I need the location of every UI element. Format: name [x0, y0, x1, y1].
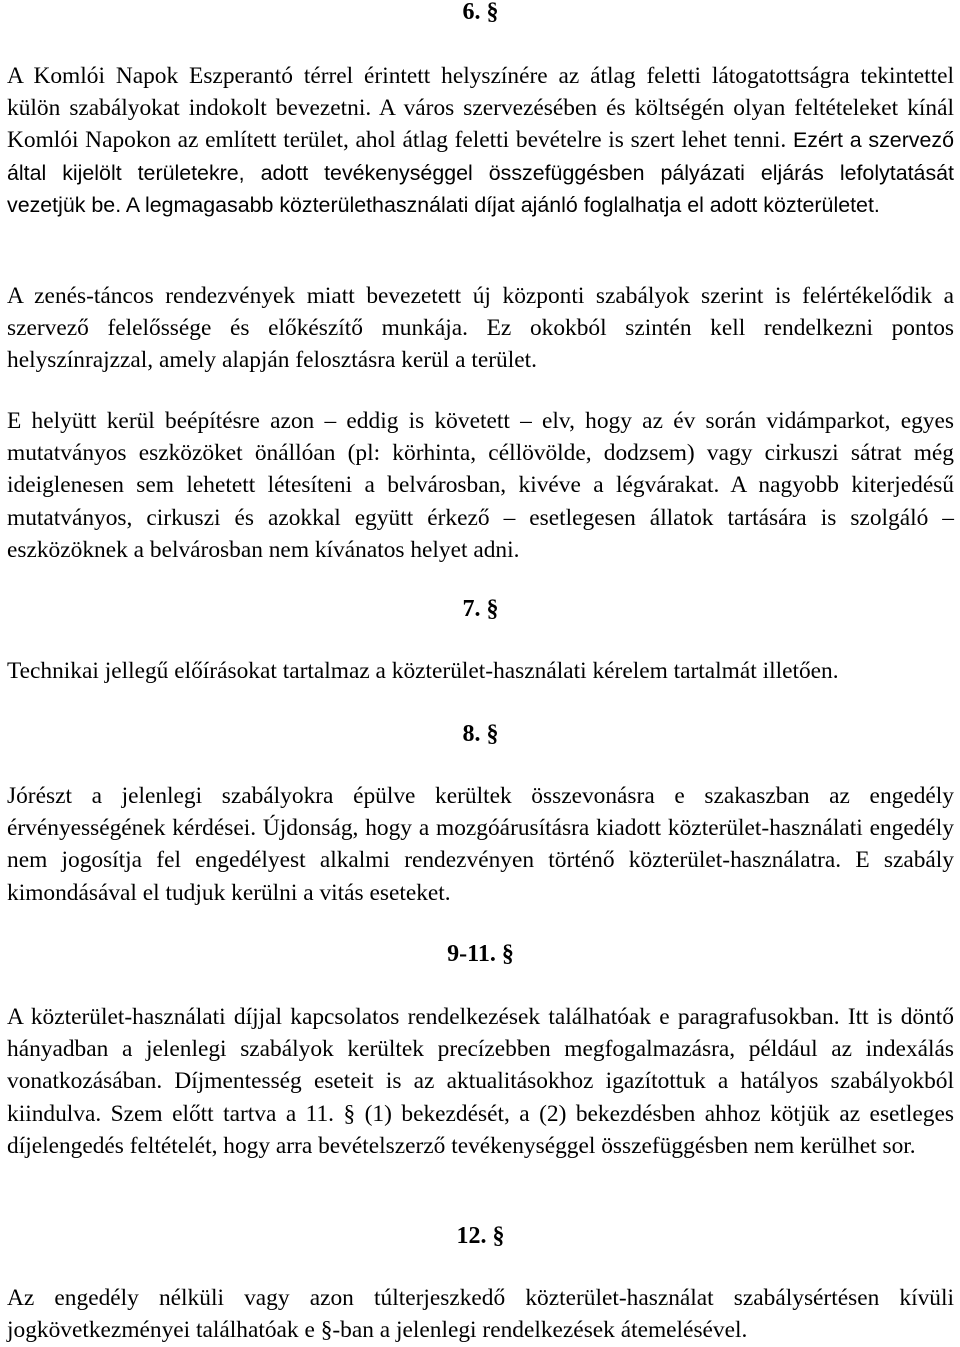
paragraph — [7, 60, 954, 221]
paragraph: Technikai jellegű előírásokat tartalmaz a közterület-használati kérelem tartalmát illetően. — [7, 658, 839, 684]
paragraph: A közterület-használati díjjal kapcsolatos rendelkezések találhatóak e paragrafusokban. Itt is döntő hányadban a jelenlegi szabályok kerültek precízebben megfogalmazásra, például az indexálás vonatkozásában. Díjmentesség eseteit is az aktualitásokhoz igazítottuk a hatályos szabályokból kiindulva. Szem előtt tartva a 11. § (1) bekezdését, a (2) bekezdésben ahhoz kötjük az esetleges díjelengedés feltételét, hogy arra bevételszerző tevékenységgel összefüggésben nem kerülhet sor. — [7, 1004, 954, 1159]
paragraph: Jórészt a jelenlegi szabályokra épülve kerültek összevonásra e szakaszban az engedély érvényességének kérdései. Újdonság, hogy a mozgóárusításra kiadott közterület-használati engedély nem jogosítja fel engedélyest alkalmi rendezvényen történő közterület-használatra. E szabály kimondásával el tudjuk kerülni a vitás eseteket. — [7, 783, 954, 906]
paragraph-text-sans: Ezért a szervező által kijelölt területekre, adott tevékenységgel összefüggésben pályázati eljárás lefolytatását vezetjük be. A legmagasabb közterülethasználati díjat ajánló foglalhatja el adott közterületet. — [7, 128, 954, 217]
section-heading: 12. § — [456, 1223, 505, 1249]
paragraph: E helyütt kerül beépítésre azon – eddig is követett – elv, hogy az év során vidámparkot, egyes mutatványos eszközöket önállóan (pl: körhinta, céllövölde, dodzsem) vagy cirkuszi sátrat még ideiglenesen sem lehetett létesíteni a belvárosban, kivéve a légvárakat. A nagyobb kiterjedésű mutatványos, cirkuszi és azokkal együtt érkező – esetlegesen állatok tartására is szolgáló – eszközöknek a belvárosban nem kívánatos helyet adni. — [7, 408, 954, 563]
section-heading: 9-11. § — [447, 941, 514, 967]
paragraph: A zenés-táncos rendezvények miatt bevezetett új központi szabályok szerint is felértékelődik a szervező felelőssége és előkészítő munkája. Ez okokból szintén kell rendelkezni pontos helyszínrajzzal, amely alapján felosztásra kerül a terület. — [7, 283, 954, 374]
paragraph: Az engedély nélküli vagy azon túlterjeszkedő közterület-használat szabálysértésen kívüli jogkövetkezményei találhatóak e §-ban a jelenlegi rendelkezések átemelésével. — [7, 1285, 954, 1344]
section-heading: 8. § — [462, 721, 499, 747]
section-heading: 7. § — [462, 596, 499, 622]
section-heading: 6. § — [462, 0, 499, 25]
paragraph-text: A Komlói Napok Eszperantó térrel érintett helyszínére az átlag feletti látogatottságra tekintettel külön szabályokat indokolt bevezetni. A város szervezésében és költségén olyan feltételeket kínál Komlói Napokon az említett terület, ahol átlag feletti bevételre is szert lehet tenni. — [7, 63, 954, 154]
